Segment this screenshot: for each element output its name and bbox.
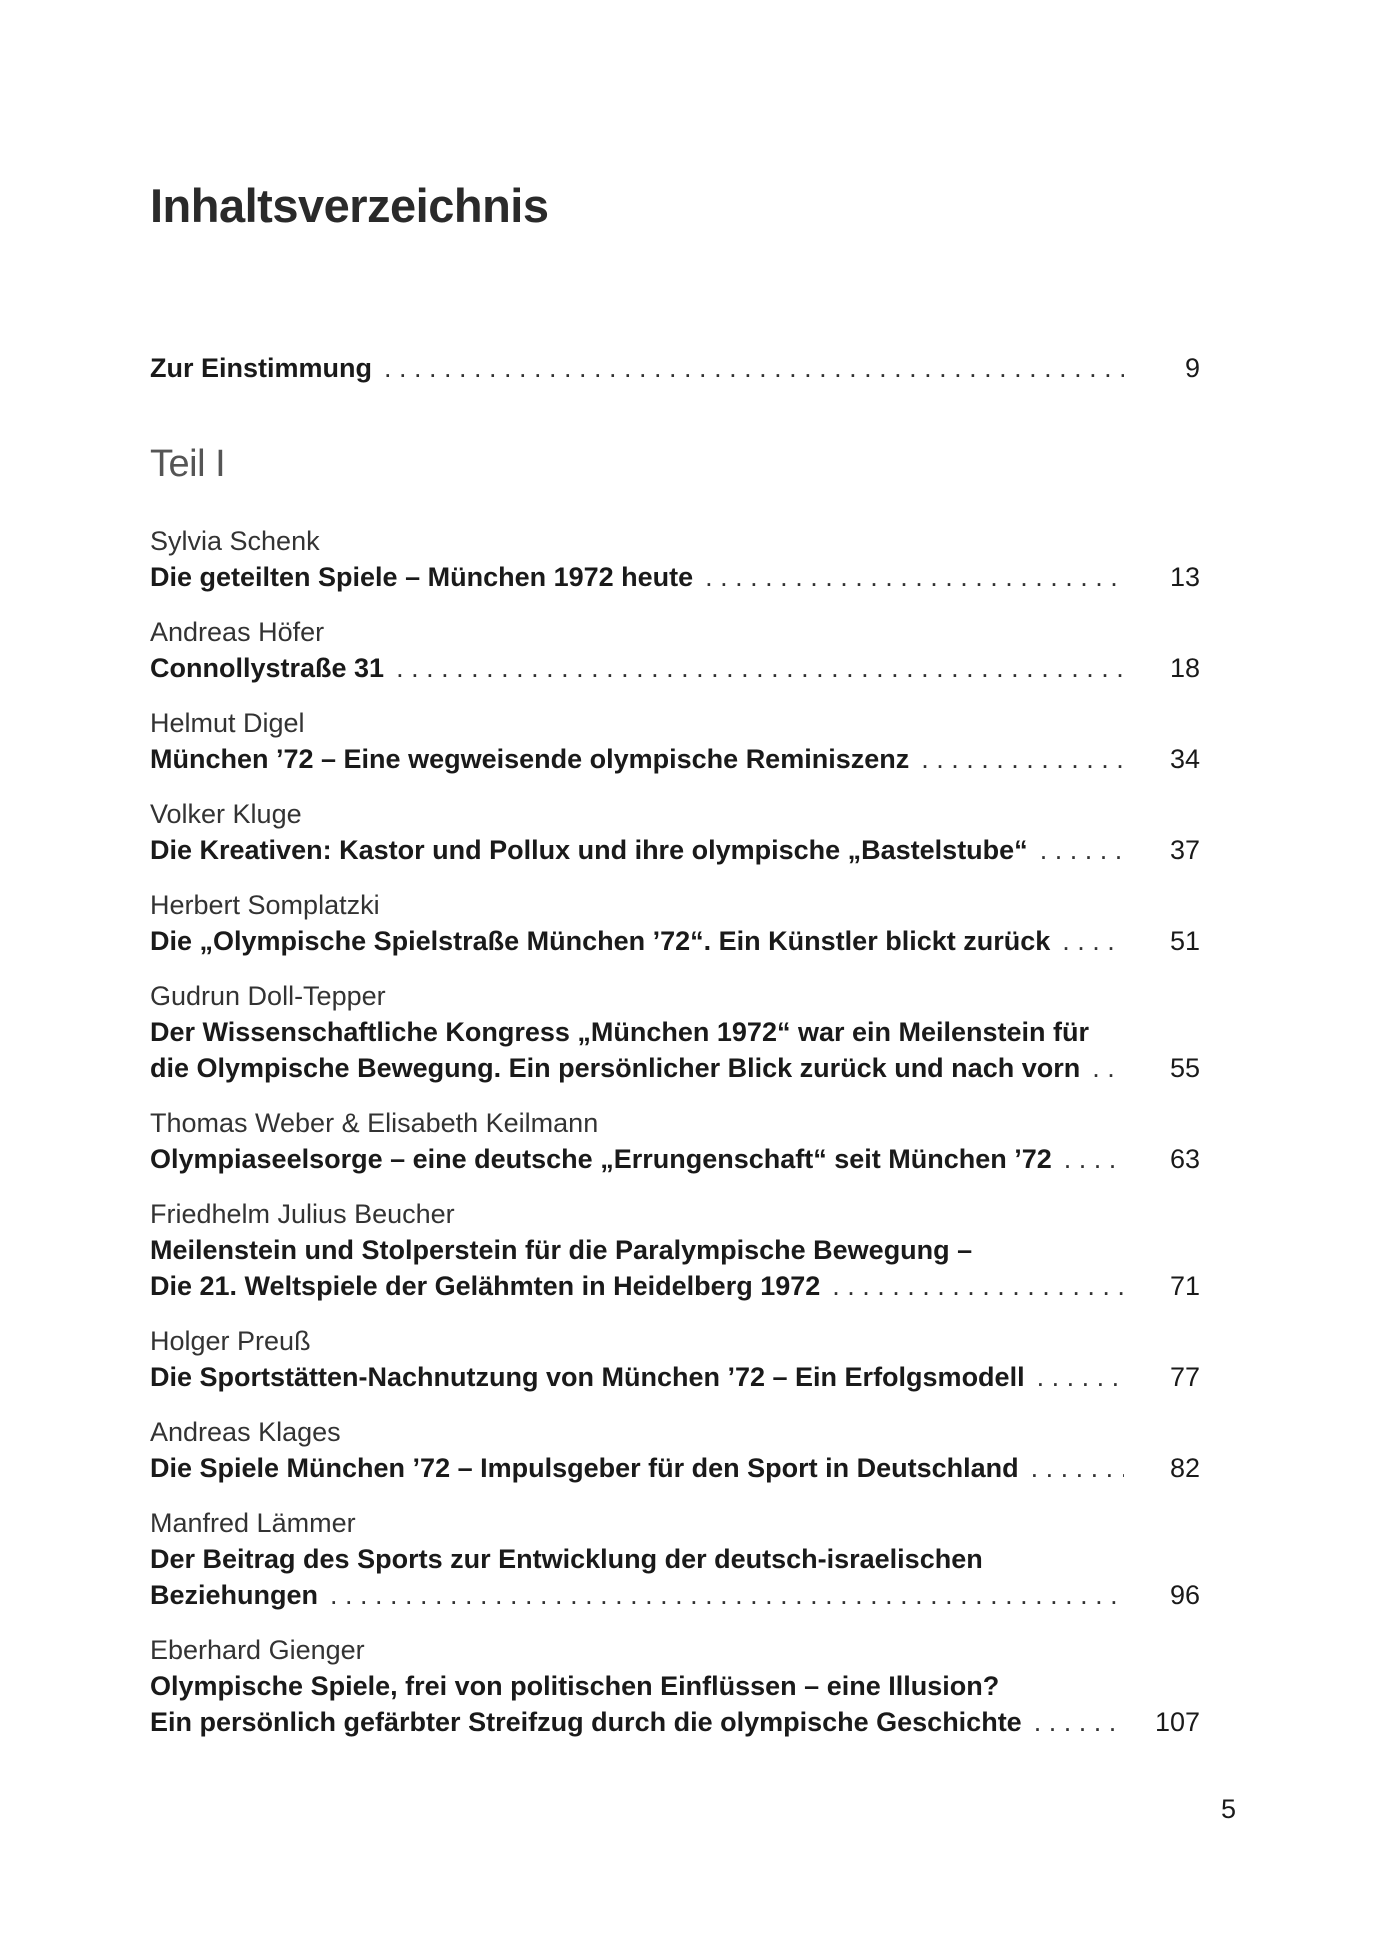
toc-entry[interactable] (150, 523, 1200, 595)
toc-entry-page: 9 (1184, 353, 1200, 383)
toc-entry[interactable] (150, 705, 1200, 777)
toc-entry[interactable] (150, 1505, 1200, 1613)
toc-entry-page: 37 (1169, 835, 1200, 865)
toc-entry-page: 55 (1169, 1053, 1200, 1083)
page-title: Inhaltsverzeichnis (150, 179, 549, 232)
toc-entry[interactable] (150, 796, 1200, 868)
toc-entry-intro[interactable] (150, 350, 1200, 386)
toc-entry-page: 82 (1169, 1453, 1200, 1483)
toc-entry-author: Manfred Lämmer (150, 1508, 356, 1538)
toc-entry-title-line (150, 741, 1200, 777)
toc-entry-title-line (150, 1014, 1200, 1050)
dot-leader (384, 350, 1124, 386)
toc-entry-title: Olympiaseelsorge – eine deutsche „Errungenschaft“ seit München ’72 (150, 1144, 1052, 1174)
toc-entry-page: 13 (1169, 562, 1200, 592)
toc-entry-title: Der Beitrag des Sports zur Entwicklung der deutsch-israelischen (150, 1544, 983, 1574)
toc-entry-author: Thomas Weber & Elisabeth Keilmann (150, 1108, 599, 1138)
toc-entry-title-line (150, 1704, 1200, 1740)
part-heading: Teil I (150, 443, 226, 485)
toc-entry-title-line (150, 1141, 1200, 1177)
dot-leader (396, 650, 1124, 686)
toc-entry-title: Der Wissenschaftliche Kongress „München 1972“ war ein Meilenstein für (150, 1017, 1090, 1047)
toc-entry-title: die Olympische Bewegung. Ein persönlicher Blick zurück und nach vorn (150, 1053, 1081, 1083)
toc-entry-title: Die Kreativen: Kastor und Pollux und ihre olympische „Bastelstube“ (150, 835, 1028, 865)
toc-entry-title: München ’72 – Eine wegweisende olympische Reminiszenz (150, 744, 910, 774)
dot-leader (1092, 1050, 1124, 1086)
toc-entry-list (150, 523, 1200, 1759)
dot-leader (832, 1268, 1124, 1304)
toc-entry-title-line (150, 1268, 1200, 1304)
toc-entry-title-line (150, 1668, 1200, 1704)
toc-entry[interactable] (150, 1105, 1200, 1177)
toc-entry-title-line (150, 1359, 1200, 1395)
toc-entry[interactable] (150, 887, 1200, 959)
toc-entry-title-line (150, 923, 1200, 959)
dot-leader (1037, 1359, 1124, 1395)
toc-entry[interactable] (150, 1414, 1200, 1486)
toc-entry-author: Andreas Höfer (150, 617, 325, 647)
toc-entry[interactable] (150, 1196, 1200, 1304)
toc-entry-author: Herbert Somplatzki (150, 890, 380, 920)
toc-entry-author: Andreas Klages (150, 1417, 341, 1447)
toc-entry-author: Gudrun Doll-Tepper (150, 981, 386, 1011)
toc-entry-title: Zur Einstimmung (150, 353, 372, 383)
toc-entry-title: Die Sportstätten-Nachnutzung von München ’72 – Ein Erfolgsmodell (150, 1362, 1025, 1392)
toc-entry-title-line (150, 1050, 1200, 1086)
toc-entry[interactable] (150, 1323, 1200, 1395)
dot-leader (705, 559, 1124, 595)
toc-entry-title-line (150, 1577, 1200, 1613)
toc-entry-title: Die „Olympische Spielstraße München ’72“. Ein Künstler blickt zurück (150, 926, 1051, 956)
toc-entry[interactable] (150, 978, 1200, 1086)
toc-entry-title: Beziehungen (150, 1580, 319, 1610)
toc-entry[interactable] (150, 1632, 1200, 1740)
toc-entry-page: 34 (1169, 744, 1200, 774)
toc-entry-page: 107 (1154, 1707, 1200, 1737)
toc-entry-title: Olympische Spiele, frei von politischen Einflüssen – eine Illusion? (150, 1671, 1000, 1701)
toc-entry-page: 18 (1169, 653, 1200, 683)
toc-entry-page: 51 (1169, 926, 1200, 956)
toc-entry-title: Meilenstein und Stolperstein für die Paralympische Bewegung – (150, 1235, 973, 1265)
toc-entry-title-line (150, 1541, 1200, 1577)
toc-entry-title-line (150, 650, 1200, 686)
toc-entry-page: 63 (1169, 1144, 1200, 1174)
toc-entry-title: Connollystraße 31 (150, 653, 385, 683)
toc-entry-author: Volker Kluge (150, 799, 302, 829)
toc-entry-title-line (150, 559, 1200, 595)
dot-leader (1064, 1141, 1124, 1177)
toc-entry-author: Friedhelm Julius Beucher (150, 1199, 455, 1229)
toc-entry-title: Die 21. Weltspiele der Gelähmten in Heidelberg 1972 (150, 1271, 821, 1301)
page-number: 5 (1220, 1794, 1236, 1824)
toc-entry-title: Ein persönlich gefärbter Streifzug durch die olympische Geschichte (150, 1707, 1022, 1737)
toc-entry-author: Helmut Digel (150, 708, 305, 738)
toc-entry-page: 71 (1169, 1271, 1200, 1301)
toc-entry-title-line (150, 1450, 1200, 1486)
dot-leader (1031, 1450, 1124, 1486)
toc-entry[interactable] (150, 614, 1200, 686)
toc-entry-title-line (150, 832, 1200, 868)
dot-leader (1040, 832, 1124, 868)
dot-leader (330, 1577, 1124, 1613)
toc-entry-title: Die geteilten Spiele – München 1972 heute (150, 562, 694, 592)
toc-entry-author: Sylvia Schenk (150, 526, 320, 556)
toc-entry-title-line (150, 1232, 1200, 1268)
toc-entry-page: 77 (1169, 1362, 1200, 1392)
toc-entry-author: Holger Preuß (150, 1326, 311, 1356)
dot-leader (921, 741, 1124, 777)
dot-leader (1062, 923, 1124, 959)
dot-leader (1034, 1704, 1124, 1740)
toc-entry-title: Die Spiele München ’72 – Impulsgeber für den Sport in Deutschland (150, 1453, 1019, 1483)
toc-entry-author: Eberhard Gienger (150, 1635, 365, 1665)
toc-entry-page: 96 (1169, 1580, 1200, 1610)
